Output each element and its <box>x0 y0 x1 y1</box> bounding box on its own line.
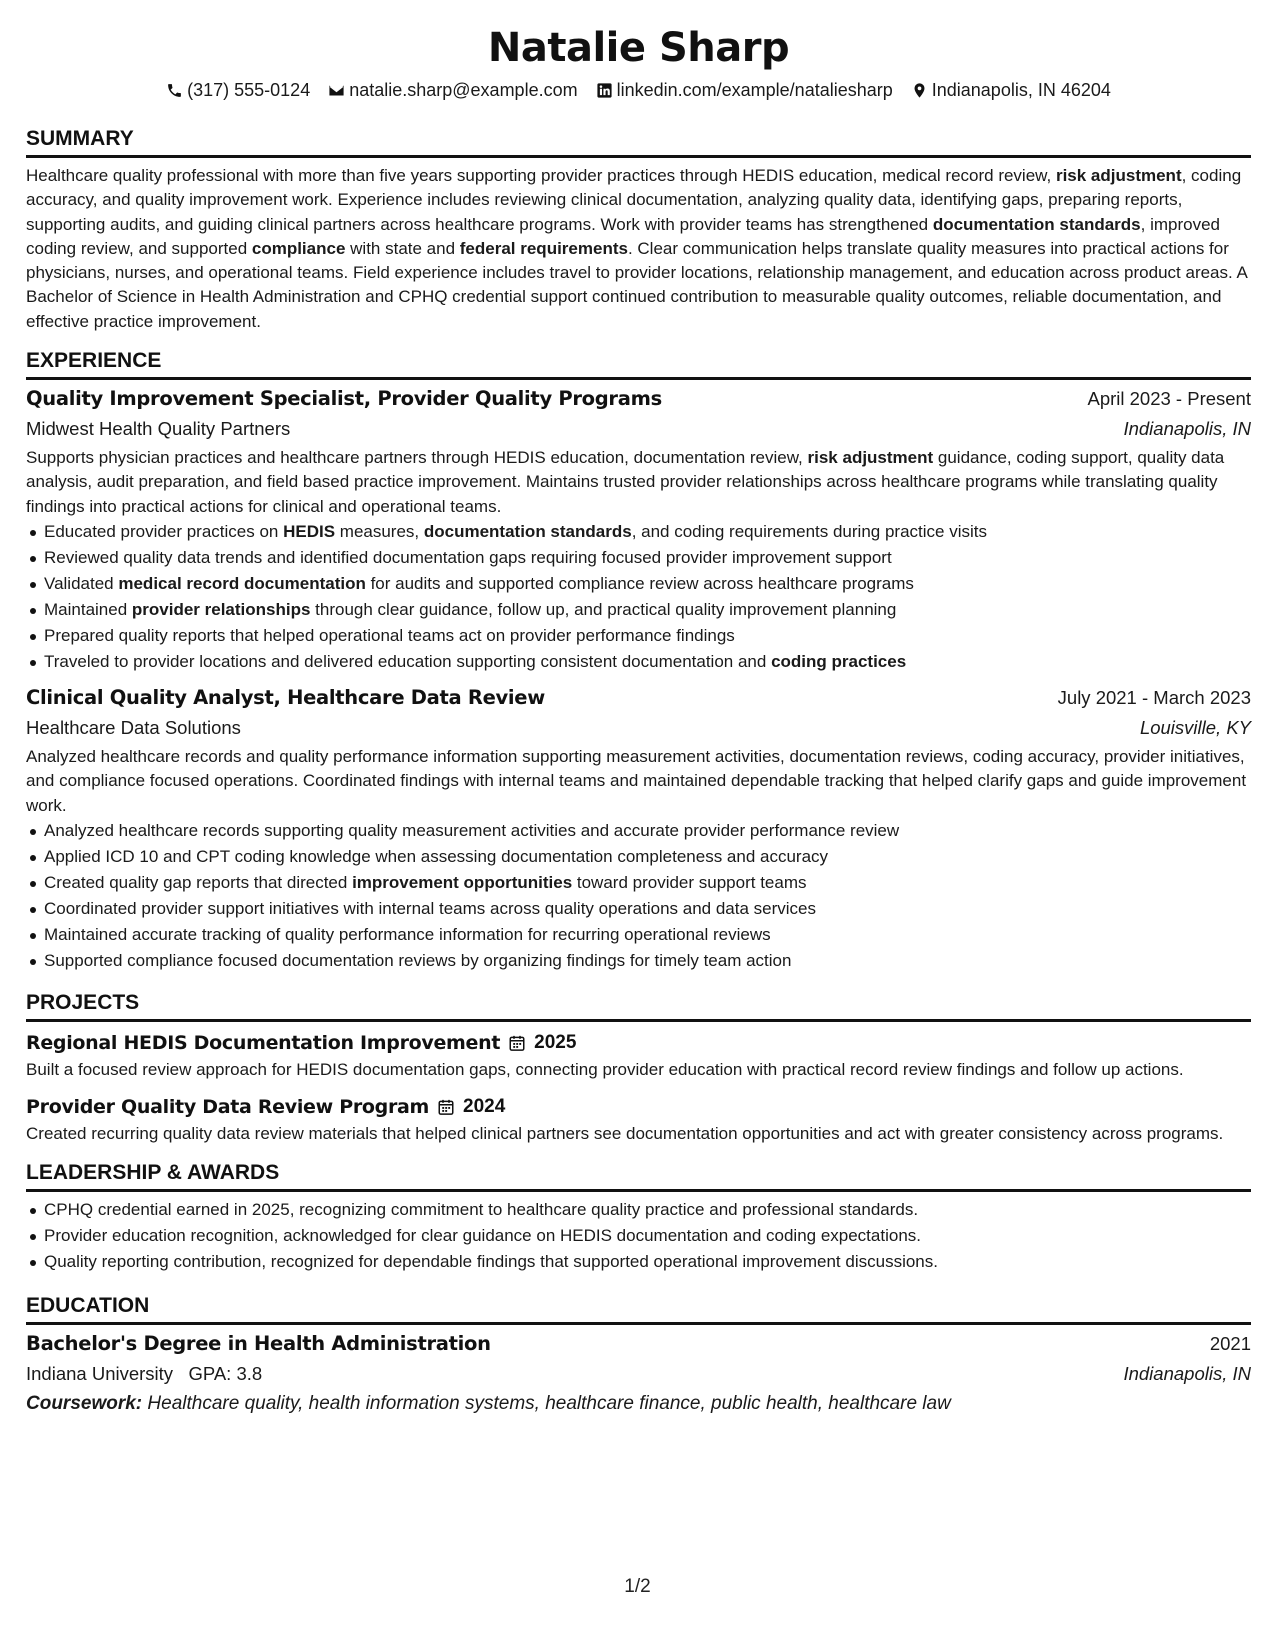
section-title: LEADERSHIP & AWARDS <box>26 1160 1251 1192</box>
list-item: Provider education recognition, acknowledged for clear guidance on HEDIS documentation and coding expectations. <box>26 1223 1251 1249</box>
summary-text: Healthcare quality professional with more than five years supporting provider practices through HEDIS education, medical record review, risk adjustment, coding accuracy, and quality improvement work. Experience includes reviewing clinical documentation, analyzing quality data, identifying gaps, preparing reports, supporting audits, and guiding clinical partners across healthcare programs. Work with provider teams has strengthened documentation standards, improved coding review, and supported compliance with state and federal requirements. Clear communication helps translate quality measures into practical actions for physicians, nurses, and operational teams. Field experience includes travel to provider locations, relationship management, and education across product areas. A Bachelor of Science in Health Administration and CPHQ credential support continued contribution to measurable quality outcomes, reliable documentation, and effective practice improvement. <box>26 166 1247 331</box>
list-item: Maintained provider relationships through clear guidance, follow up, and practical quality improvement planning <box>26 597 1251 623</box>
list-item: Maintained accurate tracking of quality performance information for recurring operational reviews <box>26 922 1251 948</box>
leadership-bullets <box>26 1197 1251 1275</box>
experience-section <box>26 348 1251 974</box>
project-title: Provider Quality Data Review Program <box>26 1096 430 1119</box>
candidate-name: Natalie Sharp <box>487 25 790 71</box>
coursework-label: Coursework: <box>26 1393 143 1415</box>
section-title: SUMMARY <box>26 126 1251 158</box>
list-item: Traveled to provider locations and delivered education supporting consistent documentation and coding practices <box>26 649 1251 675</box>
project-year: 2025 <box>534 1031 577 1053</box>
phone-text: (317) 555-0124 <box>187 80 311 100</box>
list-item: Validated medical record documentation for audits and supported compliance review across healthcare programs <box>26 571 1251 597</box>
job-description: Supports physician practices and healthcare partners through HEDIS education, documentation review, risk adjustment guidance, coding support, quality data analysis, audit preparation, and field based practice improvement. Maintains trusted provider relationships across healthcare programs while translating quality findings into practical actions for clinical and operational teams. <box>26 448 1225 516</box>
education-section <box>26 1293 1251 1419</box>
calendar-icon <box>508 1034 526 1052</box>
job-date: July 2021 - March 2023 <box>1057 686 1251 708</box>
page-number: 1/2 <box>624 1576 651 1597</box>
list-item: Educated provider practices on HEDIS measures, documentation standards, and coding requirements during practice visits <box>26 519 1251 545</box>
job-bullets <box>26 818 1251 974</box>
school-info <box>26 1359 262 1389</box>
contact-location <box>911 78 1111 102</box>
company-name: Midwest Health Quality Partners <box>26 418 291 440</box>
job-location: Indianapolis, IN <box>1123 418 1251 440</box>
list-item: Applied ICD 10 and CPT coding knowledge when assessing documentation completeness and accuracy <box>26 844 1251 870</box>
list-item: Created quality gap reports that directed improvement opportunities toward provider support teams <box>26 870 1251 896</box>
graduation-year: 2021 <box>1209 1333 1251 1355</box>
linkedin-text: linkedin.com/example/nataliesharp <box>616 80 893 100</box>
resume-page <box>26 22 1251 1419</box>
email-text: natalie.sharp@example.com <box>349 80 578 100</box>
list-item: Quality reporting contribution, recognized for dependable findings that supported operational improvement discussions. <box>26 1249 1251 1275</box>
projects-section <box>26 990 1251 1147</box>
envelope-icon <box>328 82 345 99</box>
job-date: April 2023 - Present <box>1087 388 1251 410</box>
project-entry <box>26 1028 1251 1082</box>
section-title: EDUCATION <box>26 1293 1251 1325</box>
contact-bar <box>26 78 1251 102</box>
project-title: Regional HEDIS Documentation Improvement <box>26 1031 501 1054</box>
list-item: Supported compliance focused documentation reviews by organizing findings for timely team action <box>26 948 1251 974</box>
location-text: Indianapolis, IN 46204 <box>931 80 1111 100</box>
list-item: Analyzed healthcare records supporting quality measurement activities and accurate provider performance review <box>26 818 1251 844</box>
list-item: Coordinated provider support initiatives with internal teams across quality operations and data services <box>26 896 1251 922</box>
school-name: Indiana University <box>26 1363 174 1385</box>
section-title: PROJECTS <box>26 990 1251 1022</box>
job-bullets <box>26 519 1251 675</box>
job-entry <box>26 683 1251 974</box>
job-title: Clinical Quality Analyst, Healthcare Data Review <box>26 685 545 709</box>
phone-icon <box>166 82 183 99</box>
map-pin-icon <box>911 82 928 99</box>
job-location: Louisville, KY <box>1139 716 1251 738</box>
job-entry <box>26 384 1251 675</box>
list-item: Prepared quality reports that helped operational teams act on provider performance findings <box>26 623 1251 649</box>
degree-title: Bachelor's Degree in Health Administration <box>26 1332 491 1356</box>
coursework-text: Healthcare quality, health information systems, healthcare finance, public health, healthcare law <box>147 1393 951 1415</box>
project-description: Created recurring quality data review materials that helped clinical partners see documentation opportunities and act with greater consistency across programs. <box>26 1124 1224 1144</box>
calendar-icon <box>437 1098 455 1116</box>
job-title: Quality Improvement Specialist, Provider Quality Programs <box>26 387 662 411</box>
coursework <box>26 1389 1251 1419</box>
project-year: 2024 <box>463 1096 506 1118</box>
contact-linkedin[interactable] <box>596 78 893 102</box>
leadership-section <box>26 1160 1251 1275</box>
summary-section <box>26 126 1251 334</box>
contact-email[interactable] <box>328 78 577 102</box>
linkedin-icon <box>596 82 613 99</box>
school-location: Indianapolis, IN <box>1123 1363 1251 1385</box>
company-name: Healthcare Data Solutions <box>26 716 241 738</box>
list-item: CPHQ credential earned in 2025, recognizing commitment to healthcare quality practice and professional standards. <box>26 1197 1251 1223</box>
project-entry <box>26 1092 1251 1146</box>
gpa: GPA: 3.8 <box>188 1363 263 1385</box>
list-item: Reviewed quality data trends and identified documentation gaps requiring focused provider improvement support <box>26 545 1251 571</box>
project-description: Built a focused review approach for HEDIS documentation gaps, connecting provider education with practical record review findings and follow up actions. <box>26 1059 1184 1079</box>
job-description: Analyzed healthcare records and quality performance information supporting measurement activities, documentation reviews, coding accuracy, provider initiatives, and compliance focused operations. Coordinated findings with internal teams and maintained dependable tracking that helped clarify gaps and guide improvement work. <box>26 746 1247 815</box>
section-title: EXPERIENCE <box>26 348 1251 380</box>
contact-phone <box>166 78 310 102</box>
